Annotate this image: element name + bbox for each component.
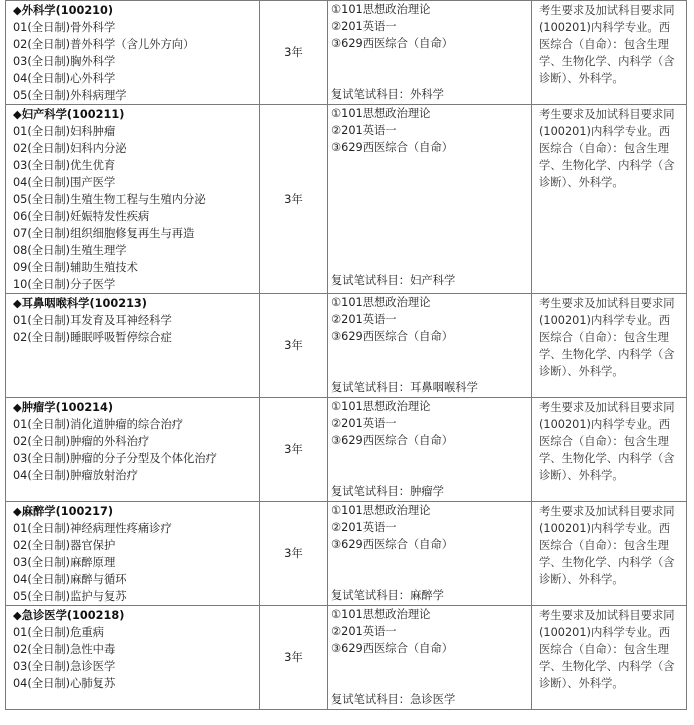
exam-cell xyxy=(328,606,532,710)
retest-subject: 复试笔试科目：肿瘤学 xyxy=(331,485,444,498)
research-direction: 02(全日制)妇科内分泌 xyxy=(13,142,127,155)
research-direction: 02(全日制)急性中毒 xyxy=(13,643,116,656)
research-direction: 10(全日制)分子医学 xyxy=(13,278,116,291)
program-row xyxy=(6,294,687,398)
exam-cell xyxy=(328,398,532,502)
exam-subject: ①101思想政治理论 xyxy=(331,3,431,16)
research-direction: 05(全日制)监护与复苏 xyxy=(13,590,127,603)
research-direction: 01(全日制)耳发育及耳神经科学 xyxy=(13,314,172,327)
exam-subject: ①101思想政治理论 xyxy=(331,400,431,413)
major-title: ◆妇产科学(100211) xyxy=(13,108,125,121)
research-direction: 01(全日制)危重病 xyxy=(13,626,104,639)
duration-cell: 3年 xyxy=(260,1,328,105)
duration-cell: 3年 xyxy=(260,294,328,398)
major-cell xyxy=(6,105,260,294)
major-title: ◆外科学(100210) xyxy=(13,4,114,17)
exam-subject: ③629西医综合（自命） xyxy=(331,141,454,154)
exam-subject: ③629西医综合（自命） xyxy=(331,434,454,447)
requirement-note: 考生要求及加试科目要求同(100201)内科学专业。西医综合（自命）：包含生理学、生物化学、内科学（含诊断）、外科学。 xyxy=(539,297,675,378)
research-direction: 01(全日制)消化道肿瘤的综合治疗 xyxy=(13,418,184,431)
major-title: ◆急诊医学(100218) xyxy=(13,609,125,622)
research-direction: 04(全日制)肿瘤放射治疗 xyxy=(13,469,138,482)
program-row xyxy=(6,1,687,105)
research-direction: 02(全日制)普外科学（含儿外方向） xyxy=(13,38,195,51)
research-direction: 05(全日制)生殖生物工程与生殖内分泌 xyxy=(13,193,206,206)
research-direction: 06(全日制)妊娠特发性疾病 xyxy=(13,210,150,223)
research-direction: 03(全日制)麻醉原理 xyxy=(13,556,116,569)
major-cell xyxy=(6,1,260,105)
major-title: ◆麻醉学(100217) xyxy=(13,505,114,518)
exam-subject: ②201英语一 xyxy=(331,124,397,137)
requirement-note: 考生要求及加试科目要求同(100201)内科学专业。西医综合（自命）：包含生理学、生物化学、内科学（含诊断）、外科学。 xyxy=(539,401,675,482)
note-cell xyxy=(532,294,687,398)
research-direction: 01(全日制)神经病理性疼痛诊疗 xyxy=(13,522,172,535)
note-cell xyxy=(532,1,687,105)
exam-subject: ②201英语一 xyxy=(331,521,397,534)
exam-cell xyxy=(328,1,532,105)
research-direction: 04(全日制)心肺复苏 xyxy=(13,677,116,690)
exam-subject: ③629西医综合（自命） xyxy=(331,642,454,655)
retest-subject: 复试笔试科目：急诊医学 xyxy=(331,693,456,706)
requirement-note: 考生要求及加试科目要求同(100201)内科学专业。西医综合（自命）：包含生理学、生物化学、内科学（含诊断）、外科学。 xyxy=(539,108,675,189)
research-direction: 04(全日制)围产医学 xyxy=(13,176,116,189)
duration-cell: 3年 xyxy=(260,502,328,606)
duration-cell: 3年 xyxy=(260,105,328,294)
retest-subject: 复试笔试科目：外科学 xyxy=(331,88,444,101)
exam-subject: ③629西医综合（自命） xyxy=(331,37,454,50)
exam-subject: ②201英语一 xyxy=(331,417,397,430)
research-direction: 01(全日制)妇科肿瘤 xyxy=(13,125,116,138)
requirement-note: 考生要求及加试科目要求同(100201)内科学专业。西医综合（自命）：包含生理学、生物化学、内科学（含诊断）、外科学。 xyxy=(539,505,675,586)
exam-subject: ③629西医综合（自命） xyxy=(331,330,454,343)
research-direction: 01(全日制)骨外科学 xyxy=(13,21,116,34)
research-direction: 03(全日制)肿瘤的分子分型及个体化治疗 xyxy=(13,452,217,465)
program-row xyxy=(6,502,687,606)
exam-subject: ①101思想政治理论 xyxy=(331,107,431,120)
research-direction: 05(全日制)外科病理学 xyxy=(13,89,127,102)
duration-cell: 3年 xyxy=(260,398,328,502)
program-row xyxy=(6,398,687,502)
exam-subject: ①101思想政治理论 xyxy=(331,504,431,517)
research-direction: 02(全日制)肿瘤的外科治疗 xyxy=(13,435,150,448)
exam-subject: ②201英语一 xyxy=(331,313,397,326)
requirement-note: 考生要求及加试科目要求同(100201)内科学专业。西医综合（自命）：包含生理学、生物化学、内科学（含诊断）、外科学。 xyxy=(539,4,675,85)
research-direction: 03(全日制)优生优育 xyxy=(13,159,116,172)
research-direction: 07(全日制)组织细胞修复再生与再造 xyxy=(13,227,195,240)
research-direction: 02(全日制)睡眠呼吸暂停综合症 xyxy=(13,331,172,344)
major-cell xyxy=(6,502,260,606)
program-table-body xyxy=(6,1,687,710)
exam-cell xyxy=(328,294,532,398)
exam-subject: ②201英语一 xyxy=(331,625,397,638)
major-cell xyxy=(6,398,260,502)
retest-subject: 复试笔试科目：耳鼻咽喉科学 xyxy=(331,381,478,394)
research-direction: 02(全日制)器官保护 xyxy=(13,539,116,552)
program-table xyxy=(5,0,687,710)
note-cell xyxy=(532,105,687,294)
exam-cell xyxy=(328,105,532,294)
program-row xyxy=(6,105,687,294)
requirement-note: 考生要求及加试科目要求同(100201)内科学专业。西医综合（自命）：包含生理学、生物化学、内科学（含诊断）、外科学。 xyxy=(539,609,675,690)
exam-subject: ②201英语一 xyxy=(331,20,397,33)
research-direction: 08(全日制)生殖生理学 xyxy=(13,244,127,257)
exam-subject: ③629西医综合（自命） xyxy=(331,538,454,551)
major-cell xyxy=(6,294,260,398)
note-cell xyxy=(532,606,687,710)
major-title: ◆肿瘤学(100214) xyxy=(13,401,114,414)
exam-cell xyxy=(328,502,532,606)
retest-subject: 复试笔试科目：麻醉学 xyxy=(331,589,444,602)
research-direction: 09(全日制)辅助生殖技术 xyxy=(13,261,138,274)
research-direction: 03(全日制)胸外科学 xyxy=(13,55,116,68)
major-cell xyxy=(6,606,260,710)
research-direction: 04(全日制)心外科学 xyxy=(13,72,116,85)
research-direction: 04(全日制)麻醉与循环 xyxy=(13,573,127,586)
program-row xyxy=(6,606,687,710)
note-cell xyxy=(532,502,687,606)
major-title: ◆耳鼻咽喉科学(100213) xyxy=(13,297,147,310)
research-direction: 03(全日制)急诊医学 xyxy=(13,660,116,673)
note-cell xyxy=(532,398,687,502)
retest-subject: 复试笔试科目：妇产科学 xyxy=(331,274,456,287)
duration-cell: 3年 xyxy=(260,606,328,710)
exam-subject: ①101思想政治理论 xyxy=(331,296,431,309)
exam-subject: ①101思想政治理论 xyxy=(331,608,431,621)
